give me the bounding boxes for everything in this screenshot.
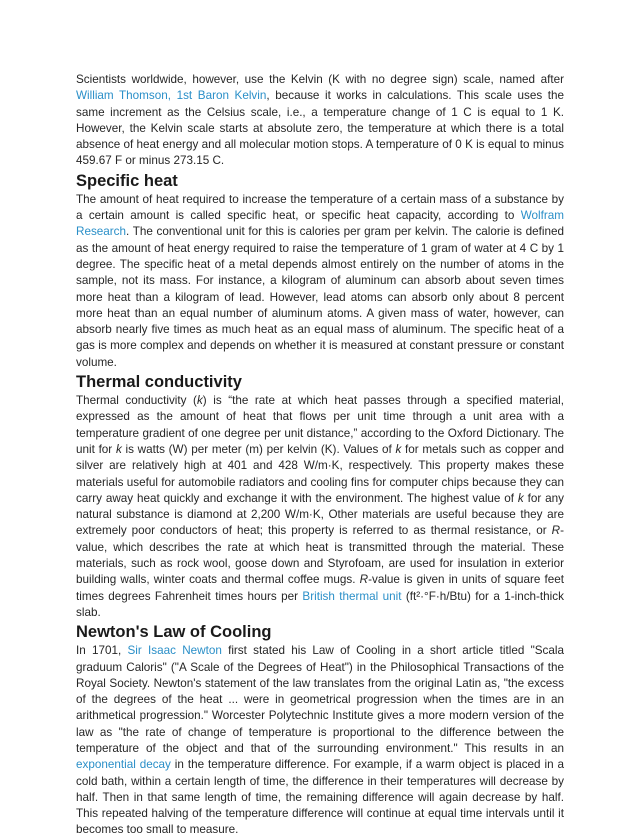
paragraph-text: The amount of heat required to increase the temperature of a certain mass of a substance by a certain amount is called specific heat, or specific heat capacity, according to [76,192,564,223]
paragraph-text: Scientists worldwide, however, use the Kelvin (K with no degree sign) scale, named after [76,73,564,86]
wolfram-research-link[interactable]: Wolfram Research [76,209,564,239]
kelvin-paragraph [76,72,564,170]
italic-k: k [395,442,402,456]
thermal-conductivity-paragraph [76,393,564,621]
paragraph-text: Thermal conductivity ( [76,394,197,408]
italic-r: R [551,524,561,538]
paragraph-text: -value is given in units of square feet times degrees Fahrenheit times hours per [76,573,564,603]
exponential-decay-link[interactable]: exponential decay [76,758,171,772]
paragraph-text: In 1701, [76,644,128,658]
italic-r: R [359,573,369,587]
newtons-law-paragraph [76,643,564,839]
thermal-conductivity-heading: Thermal conductivity [76,373,242,392]
paragraph-text: for any natural substance is diamond at 2,200 W/m·K, Other materials are useful because they are extremely poor conductors of heat; this property is referred to as thermal resistance, or [76,491,564,538]
paragraph-text: ) is “the rate at which heat passes through a specified material, expressed as the amount of heat that flows per unit time through a unit area with a temperature gradient of one degree per unit distance,” according to the Oxford Dictionary. The unit for [76,394,564,456]
paragraph-text: in the temperature difference. For example, if a warm object is placed in a cold bath, within a certain length of time, the difference in their temperatures will decrease by half. Then in that same length of time, the remaining difference will again decrease by half. This repeated halving of the temperature difference will continue at equal time intervals until it becomes too small to measure. [76,758,564,837]
italic-k: k [115,442,122,456]
william-thomson-link[interactable]: William Thomson, 1st Baron Kelvin [76,89,267,103]
paragraph-text: . The conventional unit for this is calories per gram per kelvin. The calorie is defined as the amount of heat energy required to raise the temperature of 1 gram of water at 4 C by 1 degree. The specific heat of a metal depends almost entirely on the number of atoms in the sample, not its mass. For instance, a kilogram of aluminum can absorb about seven times more heat than a kilogram of lead. However, lead atoms can absorb only about 8 percent more heat than an equal number of aluminum atoms. A given mass of water, however, can absorb nearly five times as much heat as an equal mass of aluminum. The specific heat of a gas is more complex and depends on whether it is measured at constant pressure or constant volume. [76,225,564,369]
document-page [76,72,564,839]
newtons-law-heading: Newton's Law of Cooling [76,623,272,642]
italic-k: k [517,491,524,505]
paragraph-text: first stated his Law of Cooling in a short article titled "Scala graduum Caloris" ("A Scale of the Degrees of Heat") in the Philosophical Transactions of the Royal Society. Newton's statement of the law translates from the original Latin as, "the excess of the degrees of the heat ... were in geometrical progression when the times are in an arithmetical progression." Worcester Polytechnic Institute gives a more modern version of the law as "the rate of change of temperature is proportional to the difference between the temperature of the object and that of the surrounding environment." This results in an [76,644,564,755]
italic-k: k [196,394,203,408]
paragraph-text: -value, which describes the rate at which heat is transmitted through the material. These materials, such as rock wool, goose down and Styrofoam, are used for insulation in exterior building walls, winter coats and thermal coffee mugs. [76,524,564,587]
specific-heat-heading: Specific heat [76,171,178,190]
paragraph-text: is watts (W) per meter (m) per kelvin (K). Values of [121,442,396,456]
specific-heat-paragraph [76,192,564,371]
paragraph-text: , because it works in calculations. This scale uses the same increment as the Celsius scale, i.e., a temperature change of 1 C is equal to 1 K. However, the Kelvin scale starts at absolute zero, the temperature at which there is a total absence of heat energy and all molecular motion stops. A temperature of 0 K is equal to minus 459.67 F or minus 273.15 C. [76,89,564,168]
paragraph-text: (ft²·°F·h/Btu) for a 1-inch-thick slab. [76,589,564,619]
british-thermal-unit-link[interactable]: British thermal unit [302,589,402,603]
isaac-newton-link[interactable]: Sir Isaac Newton [127,644,222,658]
paragraph-text: for metals such as copper and silver are relatively high at 401 and 428 W/m·K, respectively. This property makes these materials useful for automobile radiators and cooling fins for computer chips because they can carry away heat quickly and exchange it with the environment. The highest value of [76,442,564,505]
